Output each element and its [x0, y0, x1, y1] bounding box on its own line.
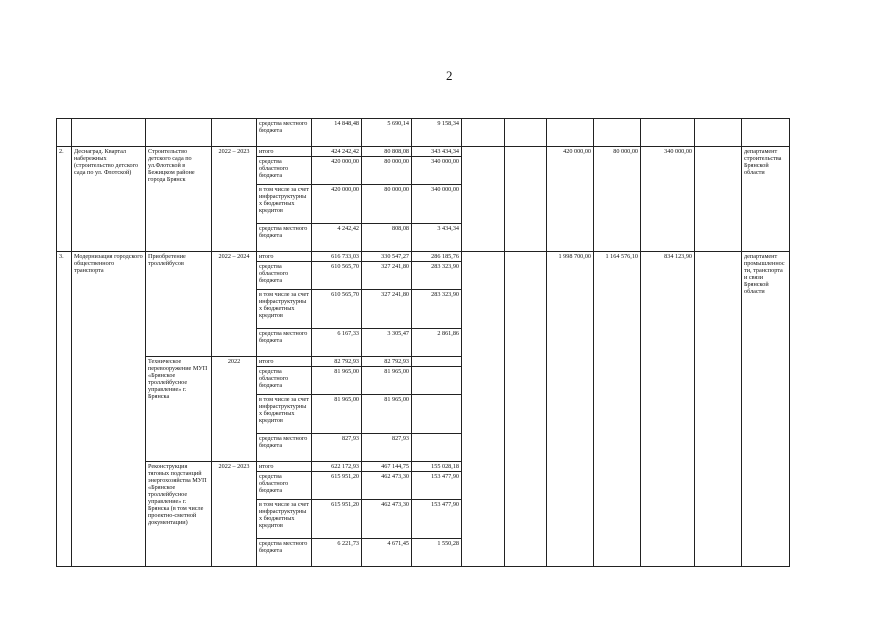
project-name-cell: Деснаград. Квартал набережных (строительство детского сада по ул. Флотской)	[72, 147, 146, 252]
funding-source-cell: итого	[257, 252, 312, 262]
empty-cell	[547, 119, 594, 147]
budget-table	[56, 118, 844, 567]
amount-cell: 80 000,00	[362, 185, 412, 224]
amount-cell	[412, 367, 462, 395]
amount-cell: 467 144,75	[362, 462, 412, 472]
project-number-cell: 2.	[57, 147, 72, 252]
amount-cell: 462 473,30	[362, 500, 412, 539]
funding-source-cell: средства местного бюджета	[257, 434, 312, 462]
funding-source-cell: итого	[257, 462, 312, 472]
empty-cell	[462, 147, 505, 252]
amount-cell: 616 733,03	[312, 252, 362, 262]
amount-cell: 622 172,93	[312, 462, 362, 472]
amount-cell: 81 965,00	[362, 367, 412, 395]
funding-source-cell: средства местного бюджета	[257, 329, 312, 357]
event-name-cell: Техническое перевооружение МУП «Брянское троллейбусное управление» г. Брянска	[146, 357, 212, 462]
amount-cell: 5 690,14	[362, 119, 412, 147]
project-regional-cell: 1 164 576,10	[594, 252, 641, 567]
funding-source-cell: в том числе за счет инфраструктурных бюджетных кредитов	[257, 290, 312, 329]
amount-cell: 286 185,76	[412, 252, 462, 262]
amount-cell: 81 965,00	[312, 367, 362, 395]
amount-cell: 153 477,90	[412, 472, 462, 500]
amount-cell: 615 951,20	[312, 472, 362, 500]
amount-cell: 153 477,90	[412, 500, 462, 539]
number-cell	[57, 119, 72, 147]
amount-cell: 827,93	[312, 434, 362, 462]
amount-cell: 615 951,20	[312, 500, 362, 539]
amount-cell: 14 848,48	[312, 119, 362, 147]
event-name-cell	[146, 119, 212, 147]
project-total-cell: 420 000,00	[547, 147, 594, 252]
amount-cell: 283 323,90	[412, 290, 462, 329]
amount-cell: 808,08	[362, 224, 412, 252]
responsible-department-cell: департамент промышленности, транспорта и связи Брянской области	[742, 252, 790, 567]
amount-cell	[412, 357, 462, 367]
empty-cell	[695, 147, 742, 252]
amount-cell: 80 808,08	[362, 147, 412, 157]
responsible-department-cell: департамент строительства Брянской области	[742, 147, 790, 252]
empty-cell	[462, 119, 505, 147]
empty-cell	[505, 119, 547, 147]
amount-cell: 82 792,93	[362, 357, 412, 367]
funding-source-cell: средства областного бюджета	[257, 157, 312, 185]
amount-cell: 6 167,33	[312, 329, 362, 357]
funding-source-cell: средства областного бюджета	[257, 367, 312, 395]
event-name-cell: Строительство детского сада по ул.Флотской в Бежицком районе города Брянск	[146, 147, 212, 252]
empty-cell	[742, 119, 790, 147]
event-name-cell: Приобретение троллейбусов	[146, 252, 212, 357]
amount-cell: 155 028,18	[412, 462, 462, 472]
funding-source-cell: средства областного бюджета	[257, 262, 312, 290]
amount-cell: 330 547,27	[362, 252, 412, 262]
table-row	[57, 147, 844, 157]
event-years-cell: 2022 – 2023	[212, 147, 257, 252]
amount-cell: 340 000,00	[412, 157, 462, 185]
empty-cell	[505, 252, 547, 567]
amount-cell: 81 965,00	[362, 395, 412, 434]
amount-cell: 82 792,93	[312, 357, 362, 367]
amount-cell: 827,93	[362, 434, 412, 462]
amount-cell: 424 242,42	[312, 147, 362, 157]
event-name-cell: Реконструкция тяговых подстанций энергохозяйства МУП «Брянское троллейбусное управление» г. Брянска (в том числе проектно-сметной документации)	[146, 462, 212, 567]
amount-cell: 343 434,34	[412, 147, 462, 157]
amount-cell: 3 305,47	[362, 329, 412, 357]
amount-cell: 327 241,80	[362, 262, 412, 290]
project-name-cell	[72, 119, 146, 147]
funding-source-cell: средства областного бюджета	[257, 472, 312, 500]
event-years-cell: 2022 – 2023	[212, 462, 257, 567]
funding-source-cell: итого	[257, 357, 312, 367]
project-number-cell: 3.	[57, 252, 72, 567]
amount-cell: 1 550,28	[412, 539, 462, 567]
empty-cell	[594, 119, 641, 147]
amount-cell: 4 242,42	[312, 224, 362, 252]
amount-cell: 610 565,70	[312, 262, 362, 290]
amount-cell: 462 473,30	[362, 472, 412, 500]
project-name-cell: Модернизация городского общественного транспорта	[72, 252, 146, 567]
project-credit-cell: 834 123,90	[641, 252, 695, 567]
funding-source-cell: средства местного бюджета	[257, 224, 312, 252]
empty-cell	[695, 252, 742, 567]
table-row	[57, 119, 844, 147]
table-row	[57, 252, 844, 262]
empty-cell	[641, 119, 695, 147]
amount-cell: 6 221,73	[312, 539, 362, 567]
funding-source-cell: средства местного бюджета	[257, 119, 312, 147]
page-number: 2	[446, 68, 453, 83]
project-total-cell: 1 998 700,00	[547, 252, 594, 567]
funding-source-cell: средства местного бюджета	[257, 539, 312, 567]
amount-cell: 420 000,00	[312, 185, 362, 224]
project-regional-cell: 80 000,00	[594, 147, 641, 252]
years-cell	[212, 119, 257, 147]
empty-cell	[462, 252, 505, 567]
amount-cell: 2 861,86	[412, 329, 462, 357]
amount-cell: 610 565,70	[312, 290, 362, 329]
amount-cell: 283 323,90	[412, 262, 462, 290]
amount-cell: 80 000,00	[362, 157, 412, 185]
amount-cell	[412, 434, 462, 462]
amount-cell: 3 434,34	[412, 224, 462, 252]
funding-source-cell: итого	[257, 147, 312, 157]
amount-cell: 420 000,00	[312, 157, 362, 185]
funding-source-cell: в том числе за счет инфраструктурных бюджетных кредитов	[257, 395, 312, 434]
amount-cell: 9 158,34	[412, 119, 462, 147]
event-years-cell: 2022	[212, 357, 257, 462]
amount-cell: 327 241,80	[362, 290, 412, 329]
funding-source-cell: в том числе за счет инфраструктурных бюджетных кредитов	[257, 185, 312, 224]
empty-cell	[505, 147, 547, 252]
amount-cell	[412, 395, 462, 434]
event-years-cell: 2022 – 2024	[212, 252, 257, 357]
amount-cell: 4 671,45	[362, 539, 412, 567]
amount-cell: 81 965,00	[312, 395, 362, 434]
amount-cell: 340 000,00	[412, 185, 462, 224]
empty-cell	[695, 119, 742, 147]
project-credit-cell: 340 000,00	[641, 147, 695, 252]
funding-source-cell: в том числе за счет инфраструктурных бюджетных кредитов	[257, 500, 312, 539]
